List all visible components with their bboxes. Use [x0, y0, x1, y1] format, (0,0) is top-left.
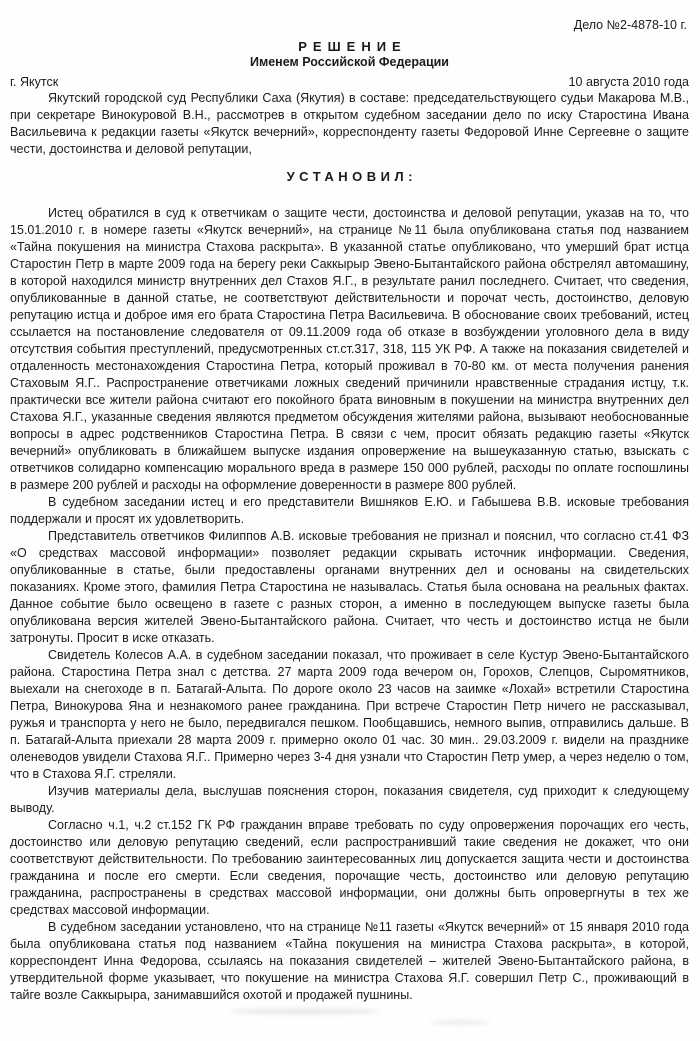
paragraph-court-findings: В судебном заседании установлено, что на странице №11 газеты «Якутск вечерний» от 15 января 2010 года была опубликована статья под названием «Тайна покушения на министра Стахова раскрыта», в которой, корреспондент Инна Федорова, ссылаясь на показания свидетелей – жителей Эвено-Бытантайского района, в утвердительной форме указывает, что покушение на министра Стахова Я.Г. совершил Петр С., проживающий в тайге возле Саккырыра, занимавшийся охотой и продажей пушнины.: [10, 920, 689, 1002]
case-number: Дело №2-4878-10 г.: [573, 18, 687, 32]
decision-title: РЕШЕНИЕ: [298, 39, 407, 54]
paragraph-defendant-position: Представитель ответчиков Филиппов А.В. исковые требования не признал и пояснил, что согласно ст.41 ФЗ «О средствах массовой информации» позволяет редакции скрывать источник информации. Сведения, опубликованные в статье, были предоставлены органами внутренних дел и основаны на свидетельских показаниях. Кроме этого, фамилия Петра Старостина не называлась. Статья была основана на реальных фактах. Данное событие было освещено в газете с разных сторон, а именно в последующем выпуске газеты была опубликована версия жителей Эвено-Бытантайского района. Считает, что честь и достоинство истца не были затронуты. Просит в иске отказать.: [10, 529, 689, 645]
paragraph-witness-testimony: Свидетель Колесов А.А. в судебном заседании показал, что проживает в селе Кустур Эвено-Бытантайского района. Старостина Петра знал с детства. 27 марта 2009 года вечером он, Горохов, Слепцов, Сыромятников, выехали на снегоходе в п. Батагай-Алыта. По дороге около 23 часов на заимке «Лохай» встретили Старостина Петра, Винокурова Яна и незнакомого ранее гражданина. При встрече Старостин Петр ничего не рассказывал, ружья и транспорта у него не было, передвигался пешком. Пообщавшись, немного выпив, отправились дальше. В п. Батагай-Алыта приехали 28 марта 2009 г. примерно около 01 час. 30 мин.. 29.03.2009 г. видели на празднике оленеводов увидели Стахова Я.Г.. Примерно через 3-4 дня узнали что Старостин Петр умер, а через неделю о том, что в Стахова Я.Г. стреляли.: [10, 648, 689, 781]
document-body: [10, 90, 689, 1004]
decision-subtitle: Именем Российской Федерации: [250, 55, 449, 69]
court-place: г. Якутск: [10, 75, 59, 89]
scan-artifact: [430, 1020, 490, 1025]
paragraph-plaintiff-position: В судебном заседании истец и его представители Вишняков Е.Ю. и Габышева В.В. исковые требования поддержали и просят их удовлетворить.: [10, 495, 689, 526]
paragraph-court-conclusion-intro: Изучив материалы дела, выслушав пояснения сторон, показания свидетеля, суд приходит к следующему выводу.: [10, 784, 689, 815]
decision-date: 10 августа 2010 года: [568, 75, 689, 89]
intro-paragraph: Якутский городской суд Республики Саха (Якутия) в составе: председательствующего судьи Макарова М.В., при секретаре Винокуровой В.Н., рассмотрев в открытом судебном заседании дело по иску Старостина Ивана Васильевича к редакции газеты «Якутск вечерний», корреспонденту газеты Федоровой Инне Сергеевне о защите чести, достоинства и деловой репутации,: [10, 91, 689, 156]
place-date-row: [10, 74, 689, 90]
section-heading-ustanovil: УСТАНОВИЛ:: [286, 169, 417, 184]
paragraph-legal-basis: Согласно ч.1, ч.2 ст.152 ГК РФ гражданин вправе требовать по суду опровержения порочащих его честь, достоинство или деловую репутацию сведений, если распространивший такие сведения не докажет, что они соответствуют действительности. По требованию заинтересованных лиц допускается защита чести и достоинства гражданина и после его смерти. Если сведения, порочащие честь, достоинство или деловую репутацию гражданина, распространены в средствах массовой информации, они должны быть опровергнуты в тех же средствах массовой информации.: [10, 818, 689, 917]
paragraph-claim: Истец обратился в суд к ответчикам о защите чести, достоинства и деловой репутации, указав на то, что 15.01.2010 г. в номере газеты «Якутск вечерний», на странице №11 была опубликована статья под названием «Тайна покушения на министра Стахова раскрыта». В указанной статье опубликовано, что умерший брат истца Старостин Петр в марте 2009 года на берегу реки Саккырыр Эвено-Бытантайского района обстрелял автомашину, в которой находился министр внутренних дел Стахов Я.Г., в результате ранил последнего. Считает, что сведения, опубликованные в данной статье, не соответствуют действительности и порочат честь, достоинство, деловую репутацию истца и доброе имя его брата Старостина Петра Васильевича. В обоснование своих требований, истец ссылается на постановление следователя от 09.11.2009 года об отказе в возбуждении уголовного дела в виду отсутствия события преступлений, предусмотренных ст.ст.317, 318, 115 УК РФ. А также на показания свидетелей и отдаленность местонахождения Старостина Петра, который проживал в 70-80 км. от места получения ранения Стаховым Я.Г.. Распространение ответчиками ложных сведений причинили нравственные страдания истцу, т.к. практически все жители района считают его покойного брата виновным в покушении на министра внутренних дел Стахова Я.Г., указанные сведения являются предметом обсуждения жителями района, вызывают необоснованные вопросы в адрес родственников Старостина Петра. В связи с чем, просит обязать редакцию газеты «Якутск вечерний» опубликовать в ближайшем выпуске издания опровержение на вышеуказанную статью, взыскать с ответчиков солидарно компенсацию морального вреда в размере 150 000 рублей, расходы по оплате госпошлины в размере 200 рублей и расходы на оформление доверенности в размере 800 рублей.: [10, 206, 689, 492]
scan-artifact: [230, 1008, 380, 1015]
